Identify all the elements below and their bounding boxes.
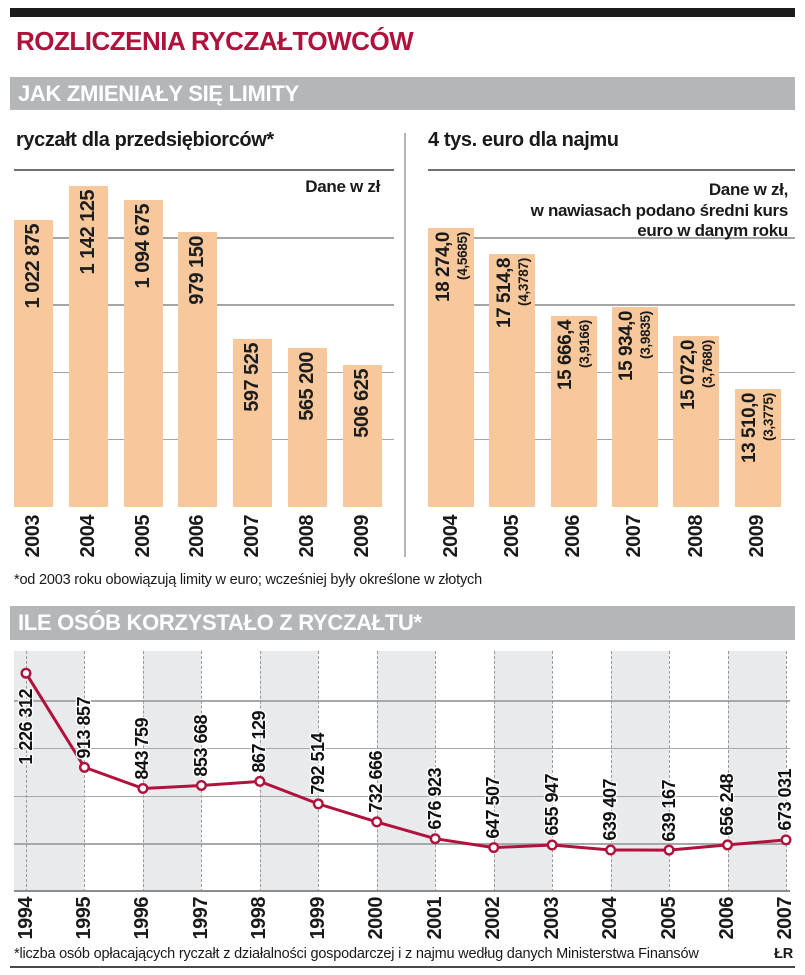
data-point-2007 — [782, 836, 791, 845]
point-value-label — [365, 751, 389, 813]
bar-value-label — [288, 352, 327, 421]
year-text: 2006 — [562, 515, 585, 558]
bar-rate-text: (3,3775) — [761, 392, 776, 441]
axis-year-2005 — [131, 515, 155, 558]
bar-value-label — [233, 343, 272, 412]
point-value-label — [716, 774, 740, 836]
bar-value-text: 1 022 875 — [22, 223, 44, 309]
axis-year-2009 — [746, 515, 770, 558]
point-value-label — [482, 777, 506, 839]
usage-footnote: *liczba osób opłacających ryczałt z działalności gospodarczej i z najmu według danych Ministerstwa Finansów — [14, 946, 699, 962]
year-text: 1994 — [14, 897, 37, 940]
data-point-1998 — [256, 777, 265, 786]
note-line-3: euro w danym roku — [637, 221, 788, 240]
data-point-1999 — [314, 800, 323, 809]
section-banner-limits: JAK ZMIENIAŁY SIĘ LIMITY — [10, 77, 795, 110]
bar-value-text: 17 514,8 — [493, 257, 515, 328]
note-line-2: w nawiasach podano średni kurs — [530, 200, 788, 220]
bar-rate-text: (3,7680) — [699, 340, 715, 388]
data-point-2005 — [665, 846, 674, 855]
gridline — [428, 304, 795, 306]
axis-year-2003 — [22, 515, 46, 558]
bar-value-label — [343, 369, 382, 438]
axis-year-2004 — [599, 897, 623, 940]
year-text: 2004 — [76, 515, 99, 558]
year-text: 2003 — [22, 515, 44, 558]
year-text: 2007 — [774, 897, 797, 940]
bar-value-text: 597 525 — [241, 343, 264, 412]
bar-value-label — [551, 320, 597, 390]
axis-year-2007 — [774, 897, 798, 940]
axis-year-2001 — [423, 897, 447, 940]
bar-chart-left-title: ryczałt dla przedsiębiorców* — [16, 129, 274, 151]
point-value-label — [423, 768, 447, 830]
author-credit: ŁR — [774, 946, 793, 962]
axis-year-2004 — [439, 515, 463, 558]
bar-value-label — [69, 190, 108, 274]
year-text: 2006 — [186, 515, 209, 558]
axis-year-2006 — [186, 515, 210, 558]
point-value-text: 1 226 312 — [15, 689, 36, 765]
year-text: 2007 — [623, 515, 646, 558]
point-value-label — [248, 711, 272, 773]
point-value-text: 639 167 — [658, 779, 679, 842]
bar-value-label — [14, 224, 53, 308]
bar-value-text: 1 142 125 — [76, 190, 99, 275]
year-text: 2009 — [746, 515, 768, 558]
year-text: 2001 — [423, 897, 446, 940]
point-value-label — [306, 733, 330, 795]
top-rule — [10, 8, 795, 17]
bar-value-label — [428, 232, 474, 302]
data-point-2006 — [723, 841, 732, 850]
point-value-text: 673 031 — [775, 769, 796, 831]
point-value-text: 655 947 — [541, 774, 562, 837]
year-text: 2004 — [439, 515, 462, 558]
point-value-text: 732 666 — [366, 751, 387, 813]
bar-chart-przedsiebiorcy — [14, 170, 394, 558]
axis-year-1998 — [248, 897, 272, 940]
bar-value-label — [124, 204, 163, 288]
axis-year-2002 — [482, 897, 506, 940]
section-banner-usage: ILE OSÓB KORZYSTAŁO Z RYCZAŁTU* — [10, 606, 795, 640]
year-text: 2000 — [365, 897, 388, 940]
bar-value-label — [735, 393, 781, 463]
axis-year-2005 — [657, 897, 681, 940]
axis-year-2000 — [365, 897, 389, 940]
axis-year-1994 — [14, 897, 38, 940]
year-text: 2005 — [500, 515, 523, 558]
axis-year-2007 — [623, 515, 647, 558]
right-chart-unit-note — [468, 180, 788, 242]
axis-year-2008 — [296, 515, 320, 558]
point-value-label — [774, 769, 798, 831]
bar-value-label — [673, 340, 719, 410]
year-text: 2007 — [241, 515, 264, 558]
bar-value-text: 18 274,0 — [432, 232, 454, 303]
data-point-1994 — [22, 669, 31, 678]
axis-year-2009 — [350, 515, 374, 558]
point-value-text: 843 759 — [132, 717, 153, 780]
limits-footnote: *od 2003 roku obowiązują limity w euro; wcześniej były określone w złotych — [14, 572, 482, 588]
year-text: 1995 — [72, 897, 95, 940]
bar-value-text: 565 200 — [296, 352, 318, 422]
note-line-1: Dane w zł, — [708, 180, 788, 199]
point-value-text: 676 923 — [424, 768, 445, 830]
data-point-2000 — [372, 818, 381, 827]
year-text: 2005 — [657, 897, 680, 940]
bar-value-text: 15 072,0 — [677, 340, 699, 411]
year-text: 2009 — [350, 515, 373, 558]
bar-value-label — [178, 236, 217, 305]
year-text: 1998 — [248, 897, 271, 940]
year-text: 2002 — [482, 897, 505, 940]
bar-value-text: 15 934,0 — [616, 311, 638, 381]
data-point-2003 — [548, 841, 557, 850]
axis-year-2006 — [562, 515, 586, 558]
year-text: 2003 — [540, 897, 563, 940]
axis-year-2008 — [684, 515, 708, 558]
chart-divider — [404, 133, 406, 557]
bar-value-text: 506 625 — [350, 368, 373, 438]
point-value-label — [657, 780, 681, 842]
year-text: 2004 — [599, 897, 622, 940]
axis-year-1997 — [189, 897, 213, 940]
bar-value-text: 15 666,4 — [555, 320, 577, 390]
axis-year-1995 — [72, 897, 96, 940]
point-value-text: 647 507 — [483, 777, 504, 839]
year-text: 1996 — [131, 897, 154, 940]
data-point-2001 — [431, 834, 440, 843]
bar-rate-text: (3,9835) — [638, 311, 654, 359]
axis-year-2003 — [540, 897, 564, 940]
point-value-text: 639 407 — [600, 779, 621, 842]
year-text: 2008 — [684, 515, 707, 558]
point-value-label — [14, 689, 38, 765]
axis-year-2004 — [76, 515, 100, 558]
point-value-text: 656 248 — [717, 774, 738, 836]
axis-year-1999 — [306, 897, 330, 940]
bar-rate-text: (3,9166) — [577, 320, 593, 368]
bar-chart-right-title: 4 tys. euro dla najmu — [428, 129, 619, 151]
bar-value-text: 13 510,0 — [739, 392, 760, 463]
point-value-text: 867 129 — [249, 710, 270, 773]
data-point-2004 — [606, 846, 615, 855]
axis-year-1996 — [131, 897, 155, 940]
year-text: 2006 — [716, 897, 739, 940]
point-value-label — [540, 774, 564, 836]
axis-year-2006 — [716, 897, 740, 940]
left-chart-unit-note: Dane w zł — [305, 177, 380, 196]
data-point-1996 — [139, 784, 148, 793]
point-value-text: 913 857 — [73, 696, 94, 759]
point-value-label — [131, 718, 155, 780]
year-text: 2005 — [131, 515, 154, 558]
axis-year-2005 — [500, 515, 524, 558]
point-value-label — [599, 779, 623, 841]
year-text: 1999 — [306, 897, 329, 940]
year-text: 2008 — [296, 515, 318, 558]
year-text: 1997 — [189, 897, 212, 940]
line-chart-usage — [14, 651, 797, 940]
bar-value-label — [612, 311, 658, 381]
bar-rate-text: (4,5685) — [454, 232, 470, 281]
bar-value-text: 979 150 — [186, 236, 209, 305]
point-value-label — [72, 697, 96, 759]
bar-value-label — [489, 258, 535, 328]
point-value-label — [189, 715, 213, 777]
bottom-rule — [10, 966, 795, 968]
point-value-text: 792 514 — [307, 733, 328, 795]
axis-year-2007 — [241, 515, 265, 558]
data-point-2002 — [489, 843, 498, 852]
bar-value-text: 1 094 675 — [131, 203, 154, 289]
point-value-text: 853 668 — [190, 714, 211, 777]
bar-rate-text: (4,3787) — [515, 257, 531, 306]
page-title: ROZLICZENIA RYCZAŁTOWCÓW — [16, 26, 414, 56]
data-point-1995 — [80, 763, 89, 772]
data-point-1997 — [197, 781, 206, 790]
